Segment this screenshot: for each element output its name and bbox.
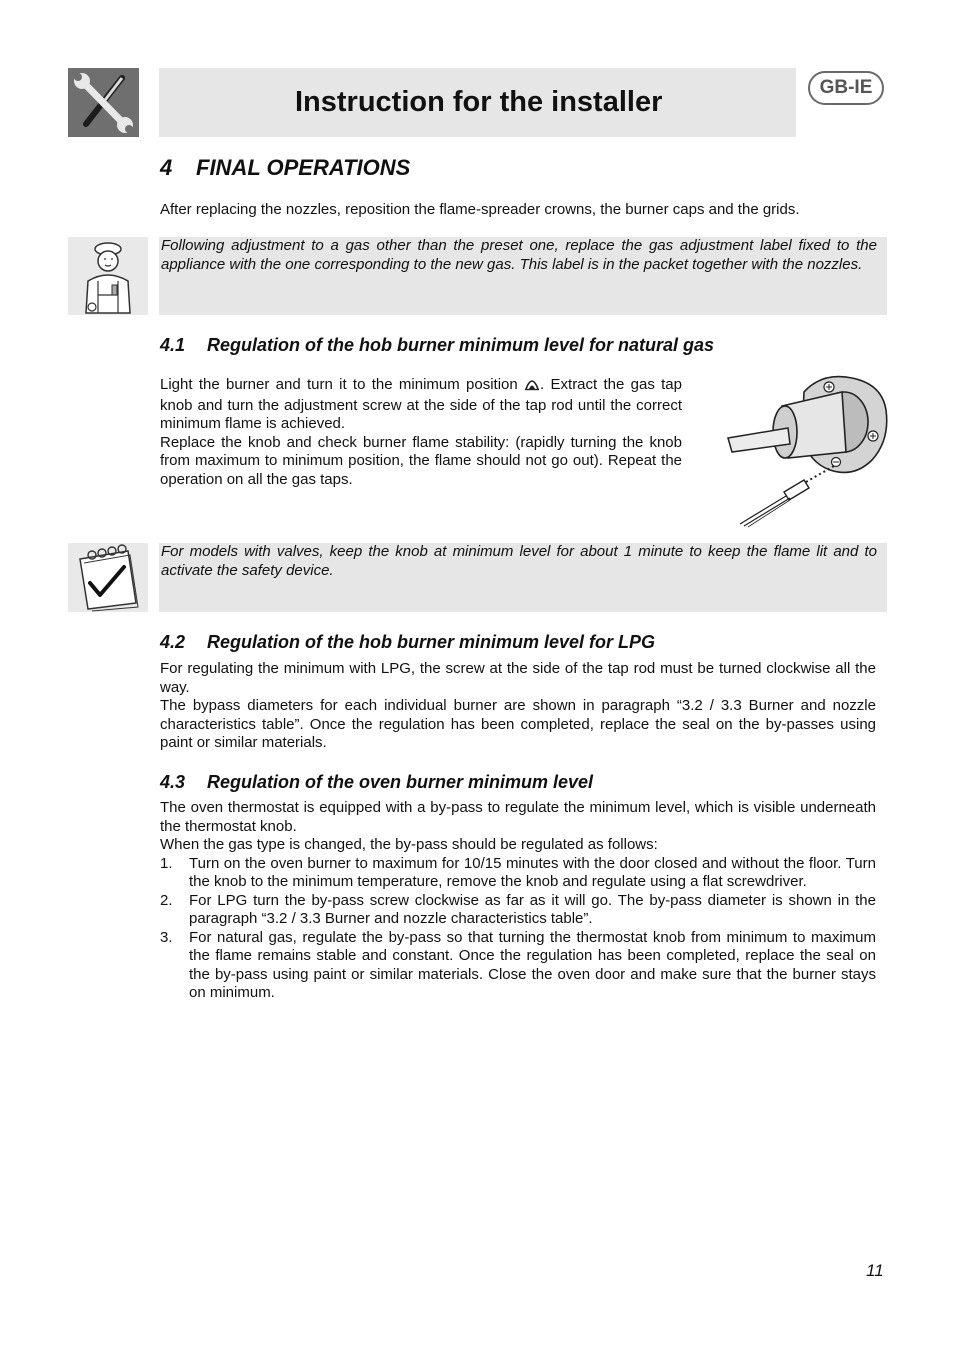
notepad-check-icon xyxy=(68,543,148,612)
step-number: 1. xyxy=(160,854,173,872)
paragraph xyxy=(160,376,682,434)
section-4-2-body xyxy=(160,660,876,753)
paragraph: When the gas type is changed, the by-pass should be regulated as follows: xyxy=(160,836,658,853)
paragraph: Replace the knob and check burner flame stability: (rapidly turning the knob from maximum to minimum position, the flame should not go out). Repeat the operation on all the gas taps. xyxy=(160,433,682,488)
section-title: Regulation of the hob burner minimum level for LPG xyxy=(207,632,656,652)
step-number: 2. xyxy=(160,891,173,909)
note-safety-device: For models with valves, keep the knob at minimum level for about 1 minute to keep the flame lit and to activate the safety device. xyxy=(159,543,887,612)
gas-tap-illustration xyxy=(722,370,892,528)
step-text: For LPG turn the by-pass screw clockwise as far as it will go. The by-pass diameter is shown in the paragraph “3.2 / 3.3 Burner and nozzle characteristics table”. xyxy=(189,891,876,927)
text-run: Light the burner and turn it to the minimum position xyxy=(160,376,518,393)
section-number: 4.2 xyxy=(160,632,186,652)
steps-list xyxy=(160,855,876,1003)
section-title: Regulation of the oven burner minimum level xyxy=(207,772,594,792)
region-badge: GB-IE xyxy=(808,71,884,105)
small-flame-icon xyxy=(524,377,540,397)
section-title: FINAL OPERATIONS xyxy=(196,155,411,180)
page-title: Instruction for the installer xyxy=(295,86,663,118)
list-item xyxy=(160,892,876,929)
list-item xyxy=(160,929,876,1003)
section-4-2-heading xyxy=(160,632,655,653)
list-item xyxy=(160,855,876,892)
section-number: 4.1 xyxy=(160,335,186,355)
section-4-3-body xyxy=(160,799,876,1003)
step-text: Turn on the oven burner to maximum for 10/15 minutes with the door closed and without the floor. Turn the knob to the minimum temperature, remove the knob and regulate using a flat screwdriver. xyxy=(189,854,876,890)
section-4-intro: After replacing the nozzles, reposition the flame-spreader crowns, the burner caps and the grids. xyxy=(160,201,800,218)
section-4-1-body xyxy=(160,376,682,489)
section-title: Regulation of the hob burner minimum level for natural gas xyxy=(207,335,715,355)
technician-icon xyxy=(68,237,148,315)
page-number: 11 xyxy=(866,1261,884,1280)
paragraph: For regulating the minimum with LPG, the screw at the side of the tap rod must be turned clockwise all the way. xyxy=(160,660,876,696)
paragraph: The bypass diameters for each individual burner are shown in paragraph “3.2 / 3.3 Burner and nozzle characteristics table”. Once the regulation has been completed, replace the seal on the by-passes using paint or similar materials. xyxy=(160,697,876,751)
tools-icon xyxy=(68,68,139,137)
step-number: 3. xyxy=(160,928,173,946)
note-gas-label: Following adjustment to a gas other than the preset one, replace the gas adjustment label fixed to the appliance with the one corresponding to the new gas. This label is in the packet together with the nozzles. xyxy=(159,237,887,315)
section-4-1-heading xyxy=(160,335,714,356)
section-number: 4.3 xyxy=(160,772,186,792)
step-text: For natural gas, regulate the by-pass so that turning the thermostat knob from minimum to maximum the flame remains stable and constant. Once the regulation has been completed, replace the seal on the by-pass using paint or similar materials. Close the oven door and make sure that the burner stays on minimum. xyxy=(189,928,876,1001)
section-4-3-heading xyxy=(160,772,593,793)
text-run: . Extract the gas tap knob and turn the adjustment screw at the side of the tap rod until the correct minimum flame is achieved. xyxy=(160,376,682,432)
paragraph: The oven thermostat is equipped with a by-pass to regulate the minimum level, which is visible underneath the thermostat knob. xyxy=(160,799,876,835)
section-4-heading xyxy=(160,155,410,181)
section-number: 4 xyxy=(160,155,173,180)
